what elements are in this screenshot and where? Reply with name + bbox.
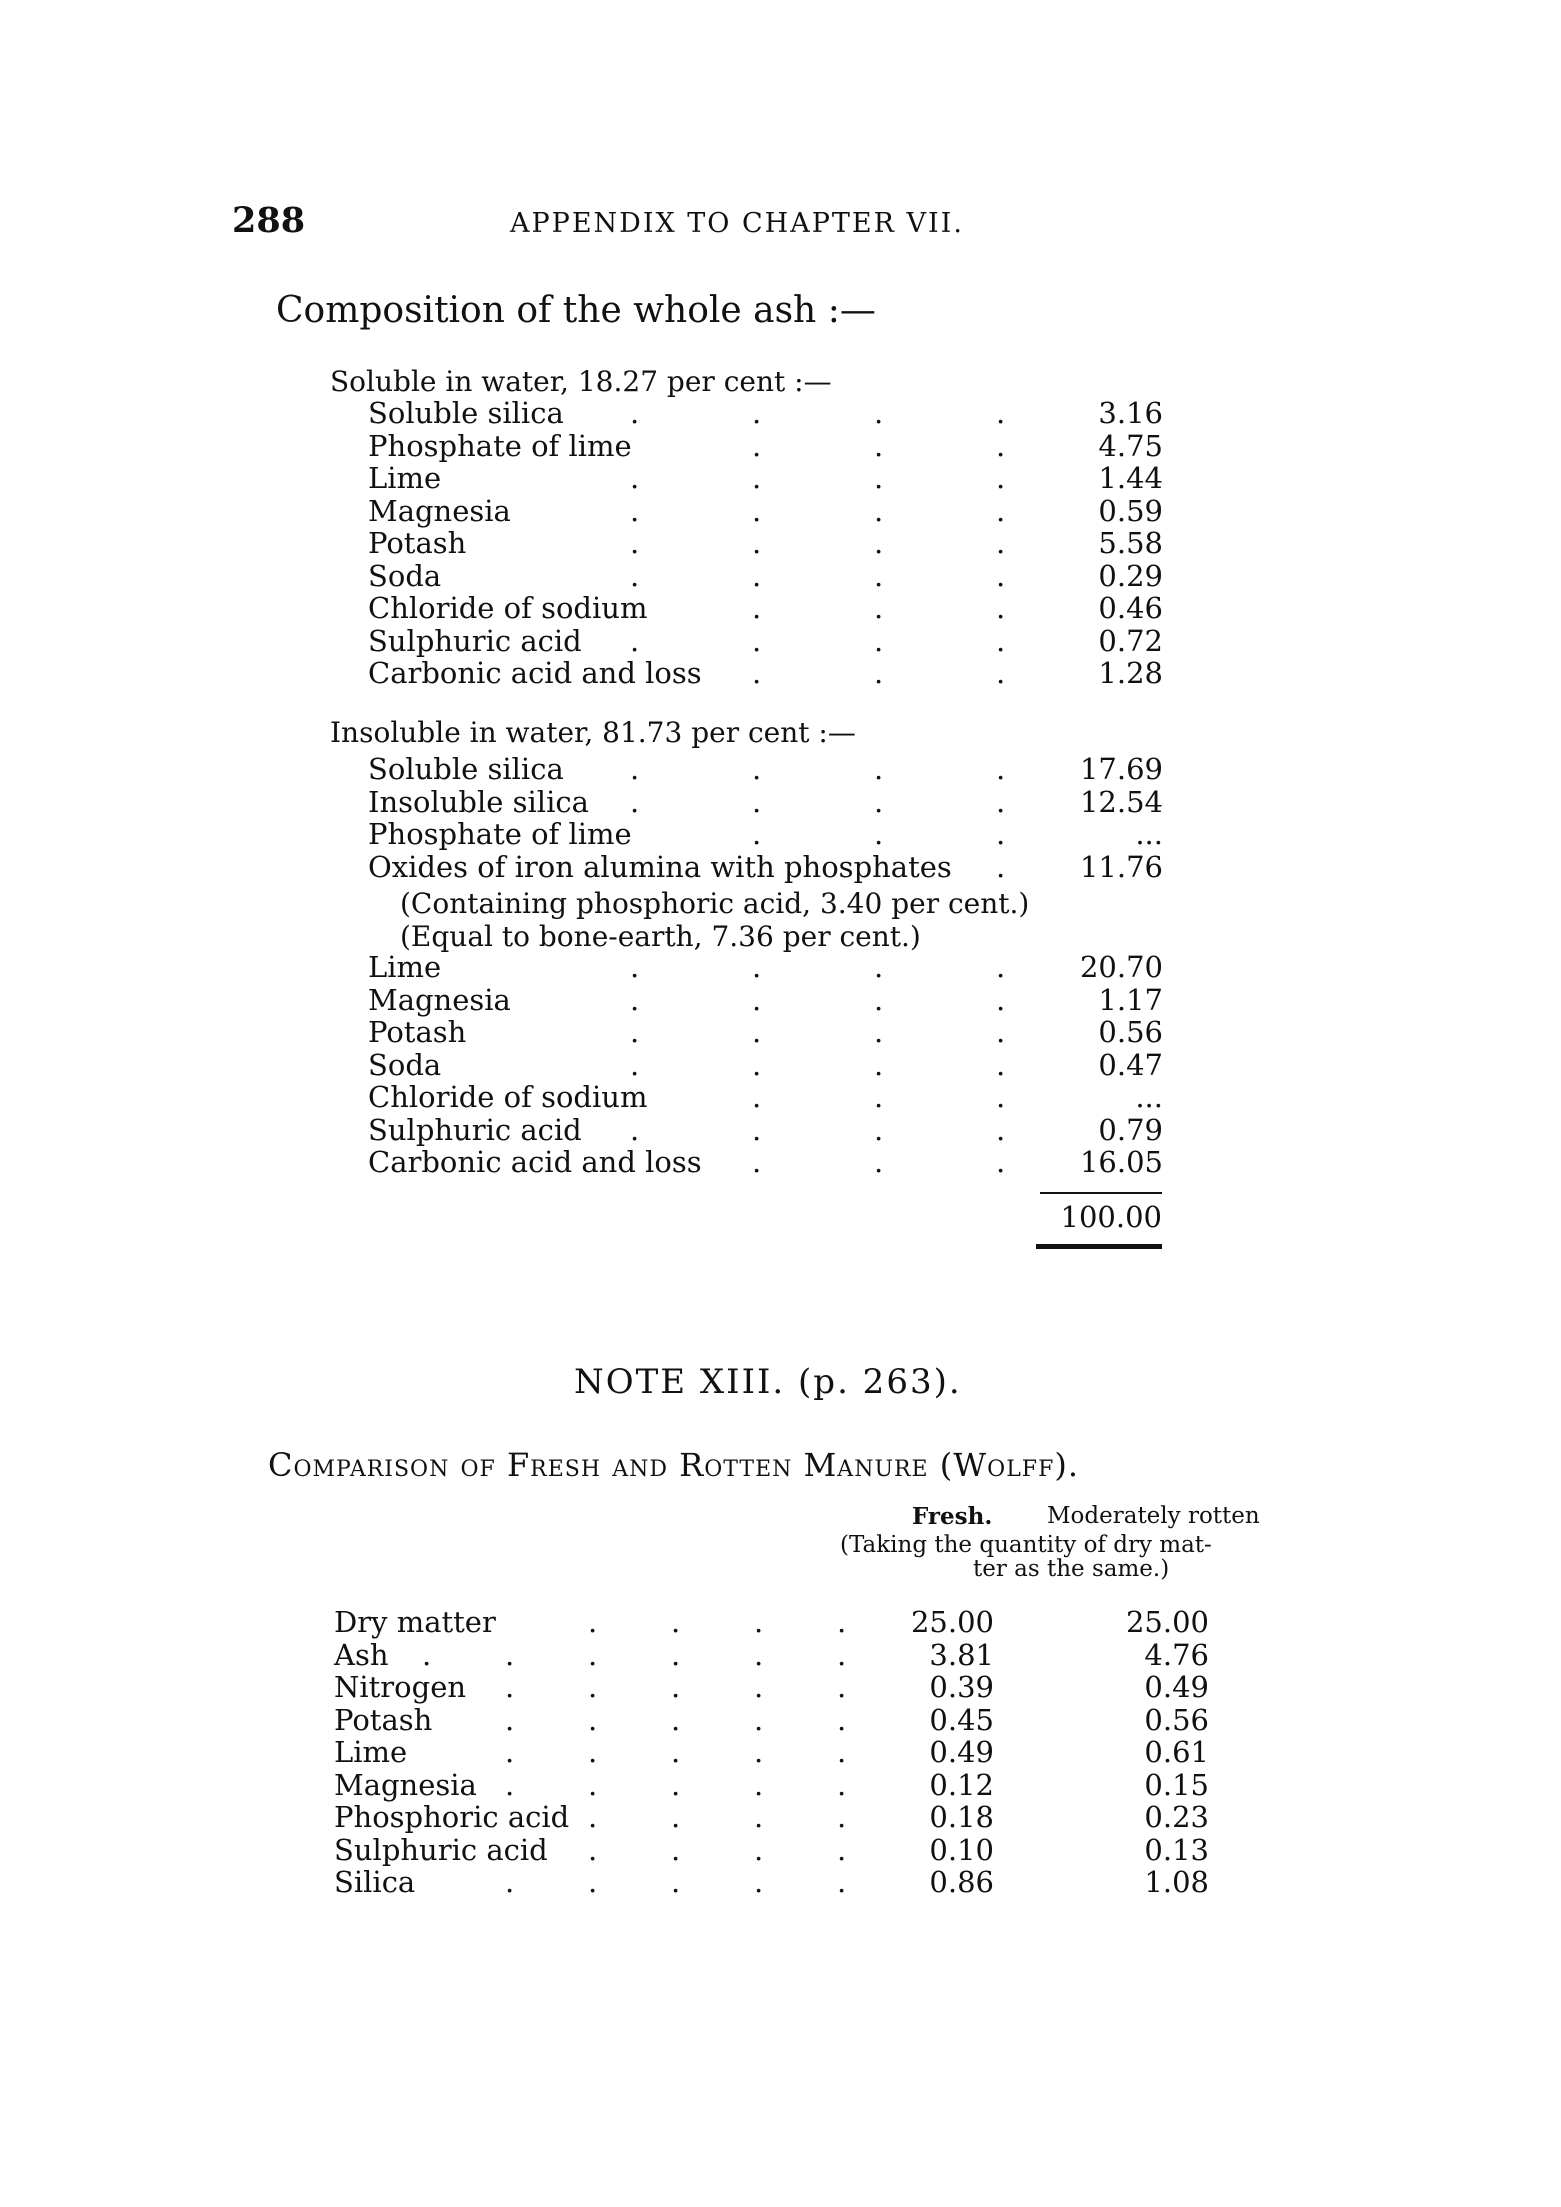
leader-dot: . — [754, 1865, 764, 1899]
leader-dot: . — [630, 784, 640, 819]
leader-dot: . — [588, 1637, 598, 1672]
leader-dot: . — [996, 428, 1006, 463]
leader-dot: . — [996, 493, 1006, 528]
leader-dot: . — [996, 396, 1006, 430]
row-label: Magnesia — [368, 982, 511, 1017]
rotten-value: 4.76 — [1144, 1637, 1209, 1672]
leader-dot: . — [996, 1047, 1006, 1082]
table-row — [368, 950, 1163, 984]
row-label: Soluble silica — [368, 752, 564, 786]
paren-note-phosphoric: (Containing phosphoric acid, 3.40 per cent.) — [400, 887, 1030, 920]
row-label: Soda — [368, 1047, 442, 1082]
leader-dot: . — [671, 1637, 681, 1672]
leader-dot: . — [996, 1112, 1006, 1147]
table-row — [368, 559, 1163, 593]
leader-dot: . — [671, 1832, 681, 1867]
leader-dot: . — [874, 591, 884, 625]
row-value: 4.75 — [1098, 428, 1163, 463]
leader-dot: . — [874, 461, 884, 495]
leader-dot: . — [630, 461, 640, 495]
row-value: 1.28 — [1098, 656, 1163, 690]
row-label: Dry matter — [334, 1605, 496, 1639]
leader-dot: . — [996, 982, 1006, 1017]
leader-dot: . — [754, 1800, 764, 1834]
leader-dot: . — [874, 784, 884, 819]
row-label: Sulphuric acid — [334, 1832, 548, 1867]
leader-dot: . — [630, 950, 640, 984]
rotten-value: 0.49 — [1144, 1670, 1209, 1704]
leader-dot: . — [874, 982, 884, 1017]
leader-dot: . — [754, 1735, 764, 1769]
leader-dot: . — [874, 623, 884, 658]
table-row — [368, 429, 1163, 463]
table-row — [334, 1638, 1229, 1670]
leader-dot: . — [752, 950, 762, 984]
leader-dot: . — [874, 396, 884, 430]
leader-dot: . — [588, 1865, 598, 1899]
leader-dot: . — [996, 1015, 1006, 1049]
comparison-title: Comparison of Fresh and Rotten Manure (Wolff). — [268, 1446, 1079, 1484]
leader-dot: . — [837, 1670, 847, 1704]
table-row — [334, 1703, 1229, 1735]
table-row — [368, 526, 1163, 560]
row-label: Oxides of iron alumina with phosphates — [368, 849, 952, 884]
leader-dot: . — [752, 396, 762, 430]
fresh-value: 0.18 — [929, 1800, 994, 1834]
leader-dot: . — [752, 817, 762, 851]
row-label: Sulphuric acid — [368, 623, 582, 658]
leader-dot: . — [671, 1605, 681, 1639]
leader-dot: . — [588, 1702, 598, 1737]
row-value: 0.56 — [1098, 1015, 1163, 1049]
row-label: Ash — [334, 1637, 389, 1672]
row-value: 1.17 — [1098, 982, 1163, 1017]
fresh-value: 0.86 — [929, 1865, 994, 1899]
table-row — [334, 1768, 1229, 1800]
leader-dot: . — [874, 493, 884, 528]
leader-dot: . — [505, 1670, 515, 1704]
row-value: 0.46 — [1098, 591, 1163, 625]
leader-dot: . — [752, 623, 762, 658]
fresh-value: 0.45 — [929, 1702, 994, 1737]
leader-dot: . — [874, 428, 884, 463]
table-row — [334, 1865, 1229, 1897]
leader-dot: . — [996, 461, 1006, 495]
table-row — [368, 624, 1163, 658]
leader-dot: . — [874, 656, 884, 690]
leader-dot: . — [837, 1767, 847, 1802]
page-number: 288 — [232, 200, 306, 241]
leader-dot: . — [837, 1605, 847, 1639]
leader-dot: . — [752, 1080, 762, 1114]
table-row — [368, 494, 1163, 528]
leader-dot: . — [874, 752, 884, 786]
fresh-value: 0.10 — [929, 1832, 994, 1867]
leader-dot: . — [874, 526, 884, 560]
leader-dot: . — [996, 526, 1006, 560]
table-row — [368, 1145, 1163, 1179]
leader-dot: . — [630, 752, 640, 786]
leader-dot: . — [837, 1865, 847, 1899]
column-header-fresh: Fresh. — [912, 1503, 993, 1530]
leader-dot: . — [837, 1735, 847, 1769]
row-label: Lime — [334, 1735, 408, 1769]
rotten-value: 0.15 — [1144, 1767, 1209, 1802]
leader-dot: . — [752, 982, 762, 1017]
row-label: Insoluble silica — [368, 784, 589, 819]
rotten-value: 0.23 — [1144, 1800, 1209, 1834]
leader-dot: . — [752, 493, 762, 528]
fresh-value: 3.81 — [929, 1637, 994, 1672]
note-title: NOTE XIII. (p. 263). — [574, 1362, 962, 1402]
rotten-value: 1.08 — [1144, 1865, 1209, 1899]
leader-dot: . — [422, 1637, 432, 1672]
leader-dot: . — [874, 950, 884, 984]
leader-dot: . — [671, 1670, 681, 1704]
row-label: Soda — [368, 558, 442, 593]
row-label: Sulphuric acid — [368, 1112, 582, 1147]
leader-dot: . — [752, 558, 762, 593]
table-row — [334, 1605, 1229, 1637]
leader-dot: . — [630, 558, 640, 593]
fresh-value: 25.00 — [910, 1605, 994, 1639]
table-row — [334, 1800, 1229, 1832]
row-label: Magnesia — [334, 1767, 477, 1802]
leader-dot: . — [754, 1702, 764, 1737]
leader-dot: . — [752, 1015, 762, 1049]
leader-dot: . — [671, 1702, 681, 1737]
row-value: 0.72 — [1098, 623, 1163, 658]
leader-dot: . — [752, 461, 762, 495]
row-value: 16.05 — [1079, 1145, 1163, 1179]
leader-dot: . — [671, 1800, 681, 1834]
leader-dot: . — [752, 752, 762, 786]
leader-dot: . — [630, 493, 640, 528]
table-row — [368, 752, 1163, 786]
row-label: Lime — [368, 461, 442, 495]
row-label: Chloride of sodium — [368, 1080, 648, 1114]
leader-dot: . — [996, 817, 1006, 851]
table-row — [368, 1048, 1163, 1082]
leader-dot: . — [588, 1800, 598, 1834]
leader-dot: . — [996, 752, 1006, 786]
row-label: Potash — [368, 1015, 467, 1049]
leader-dot: . — [874, 1112, 884, 1147]
leader-dot: . — [837, 1702, 847, 1737]
leader-dot: . — [754, 1637, 764, 1672]
row-value: 3.16 — [1098, 396, 1163, 430]
row-value: 20.70 — [1079, 950, 1163, 984]
leader-dot: . — [752, 591, 762, 625]
total-double-rule — [1036, 1244, 1162, 1249]
rotten-value: 25.00 — [1125, 1605, 1209, 1639]
leader-dot: . — [754, 1767, 764, 1802]
row-value: 17.69 — [1079, 752, 1163, 786]
leader-dot: . — [996, 1145, 1006, 1179]
leader-dot: . — [630, 623, 640, 658]
leader-dot: . — [752, 1145, 762, 1179]
leader-dot: . — [588, 1735, 598, 1769]
row-label: Phosphate of lime — [368, 817, 632, 851]
row-value: 12.54 — [1079, 784, 1163, 819]
leader-dot: . — [752, 656, 762, 690]
table-row — [368, 396, 1163, 430]
leader-dot: . — [505, 1865, 515, 1899]
row-label: Carbonic acid and loss — [368, 656, 702, 690]
table-row — [368, 983, 1163, 1017]
insoluble-heading: Insoluble in water, 81.73 per cent :— — [330, 716, 856, 749]
row-label: Potash — [334, 1702, 433, 1737]
leader-dot: . — [996, 1080, 1006, 1114]
leader-dot: . — [671, 1865, 681, 1899]
row-label: Carbonic acid and loss — [368, 1145, 702, 1179]
table-row — [368, 461, 1163, 495]
table-row — [368, 1080, 1163, 1114]
row-label: Soluble silica — [368, 396, 564, 430]
row-label: Magnesia — [368, 493, 511, 528]
leader-dot: . — [588, 1605, 598, 1639]
leader-dot: . — [837, 1832, 847, 1867]
row-value: 5.58 — [1098, 526, 1163, 560]
leader-dot: . — [588, 1767, 598, 1802]
leader-dot: . — [630, 1047, 640, 1082]
leader-dot: . — [630, 526, 640, 560]
leader-dot: . — [996, 656, 1006, 690]
table-row — [368, 656, 1163, 690]
leader-dot: . — [630, 396, 640, 430]
table-row — [368, 850, 1163, 884]
leader-dot: . — [588, 1832, 598, 1867]
sum-rule — [1040, 1192, 1162, 1194]
leader-dot: . — [874, 558, 884, 593]
running-head: APPENDIX TO CHAPTER VII. — [510, 208, 964, 239]
rotten-value: 0.61 — [1144, 1735, 1209, 1769]
leader-dot: . — [752, 784, 762, 819]
leader-dot: . — [754, 1670, 764, 1704]
leader-dot: . — [996, 591, 1006, 625]
paren-note-bone-earth: (Equal to bone-earth, 7.36 per cent.) — [400, 920, 921, 953]
fresh-value: 0.12 — [929, 1767, 994, 1802]
subnote-line-1: (Taking the quantity of dry mat- — [840, 1532, 1212, 1558]
soluble-heading: Soluble in water, 18.27 per cent :— — [330, 365, 832, 398]
leader-dot: . — [630, 1015, 640, 1049]
row-label: Nitrogen — [334, 1670, 467, 1704]
leader-dot: . — [752, 1047, 762, 1082]
row-value: 0.29 — [1098, 558, 1163, 593]
column-header-rotten: Moderately rotten — [1047, 1503, 1260, 1529]
leader-dot: . — [588, 1670, 598, 1704]
leader-dot: . — [505, 1735, 515, 1769]
leader-dot: . — [630, 1112, 640, 1147]
subnote-line-2: ter as the same.) — [973, 1556, 1170, 1582]
leader-dot: . — [874, 1047, 884, 1082]
leader-dot: . — [754, 1605, 764, 1639]
row-label: Lime — [368, 950, 442, 984]
leader-dot: . — [837, 1800, 847, 1834]
table-row — [334, 1735, 1229, 1767]
fresh-value: 0.49 — [929, 1735, 994, 1769]
row-value: 0.59 — [1098, 493, 1163, 528]
table-row — [368, 785, 1163, 819]
row-label: Phosphate of lime — [368, 428, 632, 463]
leader-dot: . — [505, 1702, 515, 1737]
leader-dot: . — [874, 1015, 884, 1049]
fresh-value: 0.39 — [929, 1670, 994, 1704]
table-row — [368, 817, 1163, 851]
leader-dot: . — [505, 1637, 515, 1672]
leader-dot: . — [630, 982, 640, 1017]
leader-dot: . — [752, 1112, 762, 1147]
row-label: Chloride of sodium — [368, 591, 648, 625]
row-label: Silica — [334, 1865, 416, 1899]
table-row — [368, 591, 1163, 625]
leader-dot: . — [874, 1080, 884, 1114]
leader-dot: . — [671, 1735, 681, 1769]
row-value: ... — [1135, 817, 1163, 851]
row-label: Potash — [368, 526, 467, 560]
leader-dot: . — [996, 950, 1006, 984]
leader-dot: . — [837, 1637, 847, 1672]
leader-dot: . — [752, 526, 762, 560]
leader-dot: . — [754, 1832, 764, 1867]
row-value: 0.79 — [1098, 1112, 1163, 1147]
section-title: Composition of the whole ash :— — [276, 290, 876, 331]
row-value: 11.76 — [1079, 849, 1163, 884]
leader-dot: . — [874, 817, 884, 851]
table-row — [334, 1833, 1229, 1865]
table-row — [368, 1113, 1163, 1147]
leader-dot: . — [874, 1145, 884, 1179]
leader-dot: . — [752, 428, 762, 463]
rotten-value: 0.56 — [1144, 1702, 1209, 1737]
table-row — [334, 1670, 1229, 1702]
leader-dot: . — [996, 558, 1006, 593]
table-row — [368, 1015, 1163, 1049]
leader-dot: . — [996, 849, 1006, 884]
row-value: ... — [1135, 1080, 1163, 1114]
row-value: 1.44 — [1098, 461, 1163, 495]
total-value: 100.00 — [1060, 1200, 1162, 1234]
rotten-value: 0.13 — [1144, 1832, 1209, 1867]
row-value: 0.47 — [1098, 1047, 1163, 1082]
leader-dot: . — [996, 623, 1006, 658]
row-label: Phosphoric acid — [334, 1800, 570, 1834]
leader-dot: . — [505, 1767, 515, 1802]
leader-dot: . — [671, 1767, 681, 1802]
leader-dot: . — [996, 784, 1006, 819]
